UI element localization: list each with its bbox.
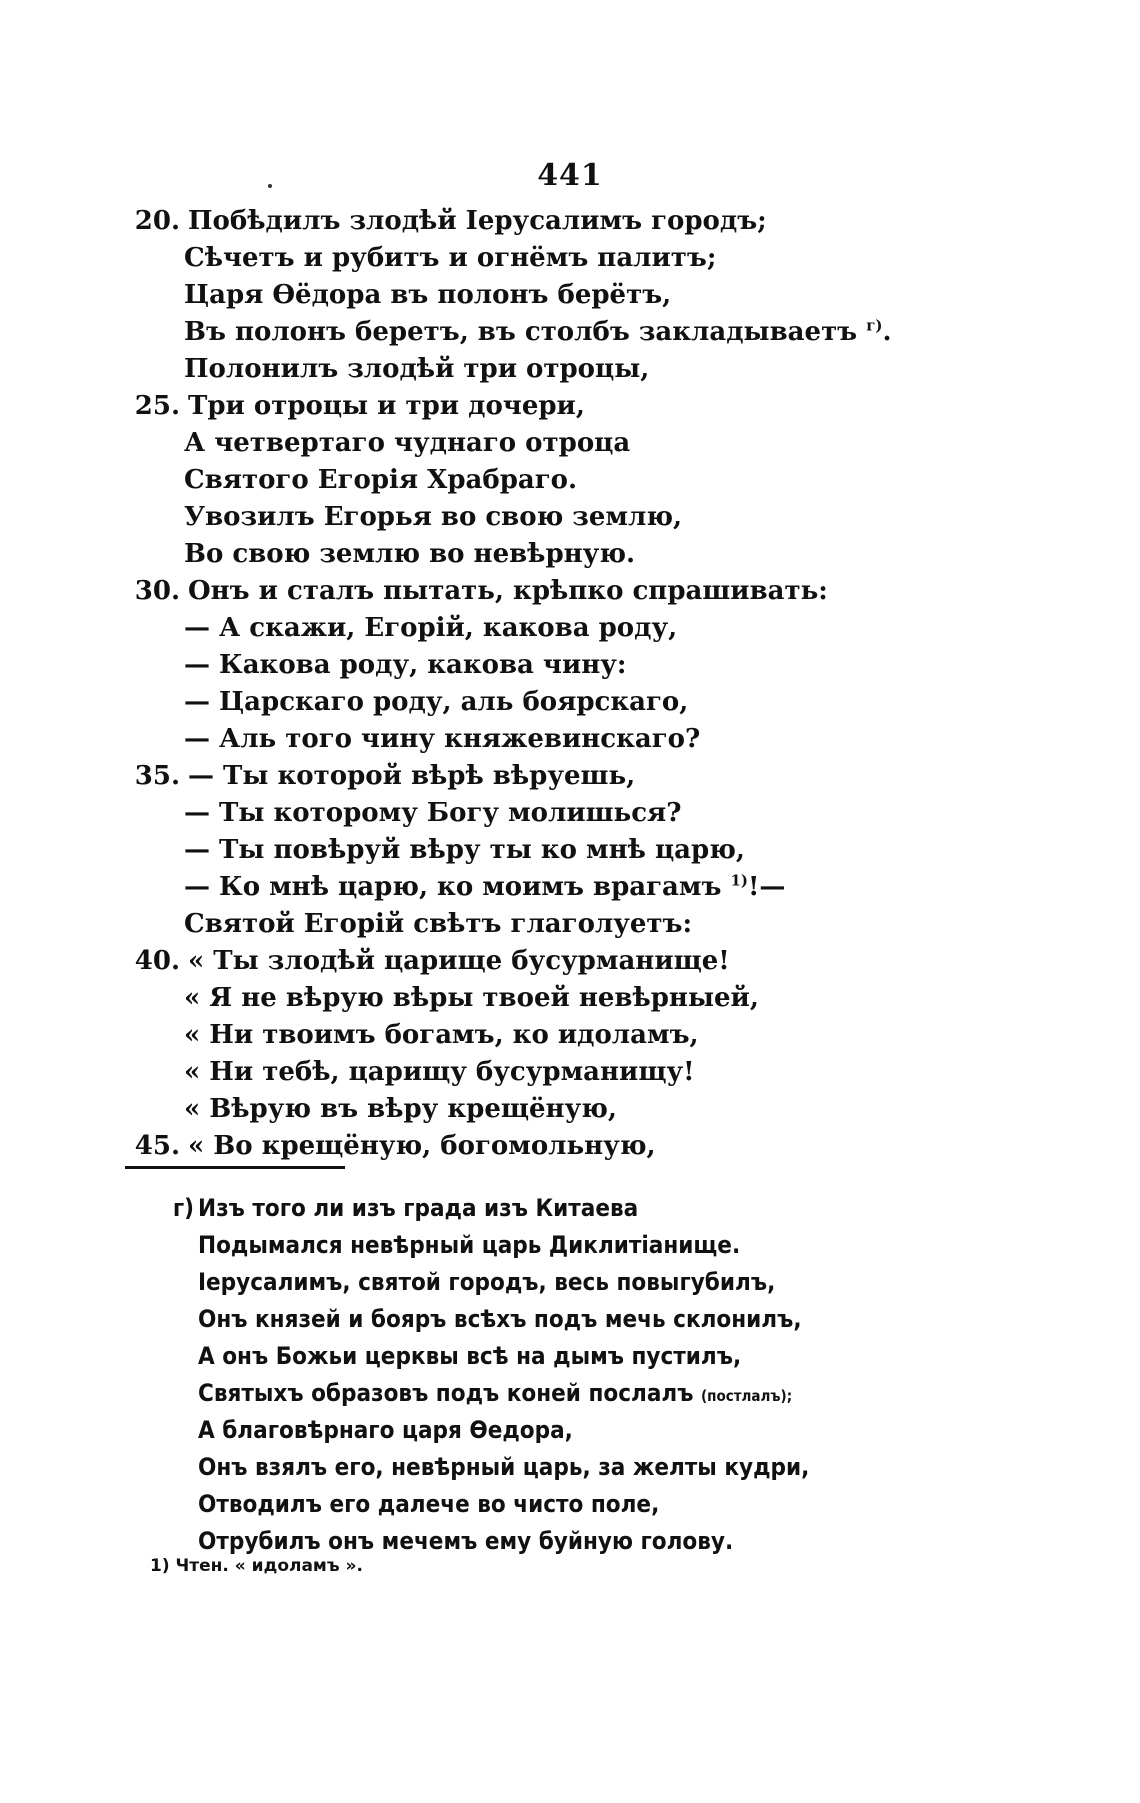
note-text [198,1527,733,1555]
verse-line [0,465,1140,502]
note-text-main: Изъ того ли изъ града изъ Китаева [198,1194,639,1222]
verse-text [188,761,635,791]
note-line [0,1453,1140,1490]
verse-text-main: А четвертаго чуднаго отроца [184,428,631,458]
note-line [0,1305,1140,1342]
verse-text [188,1131,656,1161]
verse-text-main: — Ты которой вѣрѣ вѣруешь, [188,761,636,791]
verse-text [184,1057,695,1087]
verse-text-main: Увозилъ Егорья во свою землю, [184,502,683,532]
verse-line [0,983,1140,1020]
verse-line [0,872,1140,909]
verse-line [0,835,1140,872]
note-text-main: Святыхъ образовъ подъ коней послалъ [198,1379,694,1407]
verse-line [0,243,1140,280]
footnote-text: Чтен. « идоламъ ». [175,1556,363,1576]
verse-line [0,428,1140,465]
footnote-separator-rule [125,1166,345,1169]
notes-block [0,1194,1140,1564]
verse-text [188,391,585,421]
verse-number: 25. [134,391,180,421]
footnote-1 [150,1556,363,1576]
verse-text-main: — Ты которому Богу молишься? [184,798,682,828]
verse-text [188,206,767,236]
verse-text [184,724,700,754]
verse-text [184,539,635,569]
verse-text [184,798,681,828]
verse-text-main: — Царскаго роду, аль боярскаго, [184,687,689,717]
page-number: 441 [537,158,603,193]
verse-text [184,872,785,902]
verse-text-main: « Вѣрую въ вѣру крещёную, [184,1094,617,1124]
verse-text [184,354,649,384]
verse-line [0,1020,1140,1057]
verse-text [184,502,682,532]
note-line [0,1194,1140,1231]
note-text [198,1453,809,1481]
footnote-mark: 1) [150,1556,170,1576]
verse-text-main: — Какова роду, какова чину: [184,650,627,680]
verse-text-main: — Ты повѣруй вѣру ты ко мнѣ царю, [184,835,745,865]
note-text [198,1231,740,1259]
verse-line [0,761,1140,798]
verse-text [184,983,759,1013]
verse-line [0,724,1140,761]
verse-text [184,909,692,939]
verse-line [0,280,1140,317]
note-text-main: Подымался невѣрный царь Диклитіанище. [198,1231,741,1259]
verse-text [184,428,630,458]
verse-line [0,1057,1140,1094]
verse-line [0,909,1140,946]
note-text [198,1490,659,1518]
verse-text-main: Во свою землю во невѣрную. [184,539,636,569]
verse-text [184,650,627,680]
note-line [0,1268,1140,1305]
verse-text [184,317,892,347]
verse-block [0,206,1140,1168]
note-text-main: Отводилъ его далече во чисто поле, [198,1490,660,1518]
verse-text [188,576,828,606]
note-mark: г) [172,1194,194,1222]
verse-text [184,835,745,865]
note-reference-mark: г) [866,316,883,335]
verse-text [184,687,688,717]
verse-number: 45. [134,1131,180,1161]
verse-line [0,798,1140,835]
verse-text-main: — Ко мнѣ царю, ко моимъ врагамъ [184,872,722,902]
note-line [0,1379,1140,1416]
note-text [198,1268,775,1296]
note-text [198,1416,573,1444]
verse-number: 20. [134,206,180,236]
verse-text-main: Онъ и сталъ пытать, крѣпко спрашивать: [188,576,828,606]
note-text [198,1342,741,1370]
verse-text-main: Побѣдилъ злодѣй Іерусалимъ городъ; [188,206,767,236]
verse-text-main: Святой Егорій свѣтъ глаголуетъ: [184,909,693,939]
verse-line [0,687,1140,724]
note-text-main: А онъ Божьи церквы всѣ на дымъ пустилъ, [198,1342,742,1370]
note-reference-mark: 1) [730,871,749,890]
note-text-main: Отрубилъ онъ мечемъ ему буйную голову. [198,1527,734,1555]
printed-dot-mark [268,184,272,188]
verse-line [0,354,1140,391]
note-line [0,1416,1140,1453]
note-text [198,1194,638,1222]
verse-line [0,946,1140,983]
verse-text-main: « Ни тебѣ, царищу бусурманищу! [184,1057,695,1087]
note-line [0,1490,1140,1527]
verse-line [0,206,1140,243]
verse-text-main: — А скажи, Егорій, какова роду, [184,613,678,643]
verse-text-tail: !— [748,872,786,902]
verse-text [184,613,677,643]
verse-text-tail: . [882,317,892,347]
verse-text [184,465,577,495]
note-text [198,1305,802,1333]
note-text-main: А благовѣрнаго царя Ѳедора, [198,1416,573,1444]
note-line [0,1342,1140,1379]
verse-text [188,946,730,976]
verse-line [0,317,1140,354]
verse-text [184,280,671,310]
verse-text-main: Въ полонъ беретъ, въ столбъ закладываетъ [184,317,858,347]
verse-text-main: Три отроцы и три дочери, [188,391,585,421]
verse-text-main: « Ты злодѣй царище бусурманище! [188,946,730,976]
verse-line [0,1131,1140,1168]
verse-text-main: « Я не вѣрую вѣры твоей невѣрныей, [184,983,759,1013]
verse-line [0,502,1140,539]
verse-text [184,1020,699,1050]
verse-number: 35. [134,761,180,791]
verse-text-main: « Ни твоимъ богамъ, ко идоламъ, [184,1020,699,1050]
verse-text-main: Царя Ѳёдора въ полонъ берётъ, [184,280,672,310]
verse-text-main: Святого Егорія Храбраго. [184,465,578,495]
verse-line [0,613,1140,650]
note-text-main: Онъ князей и бояръ всѣхъ подъ мечь склонилъ, [198,1305,802,1333]
verse-text [184,1094,617,1124]
verse-line [0,539,1140,576]
note-text-main: Іерусалимъ, святой городъ, весь повыгубилъ, [198,1268,776,1296]
verse-line [0,391,1140,428]
verse-text-main: « Во крещёную, богомольную, [188,1131,656,1161]
verse-text-main: — Аль того чину княжевинскаго? [184,724,701,754]
verse-line [0,1094,1140,1131]
note-text-main: Онъ взялъ его, невѣрный царь, за желты кудри, [198,1453,810,1481]
verse-line [0,650,1140,687]
note-text [198,1379,792,1407]
verse-text [184,243,716,273]
verse-number: 40. [134,946,180,976]
verse-line [0,576,1140,613]
verse-text-main: Полонилъ злодѣй три отроцы, [184,354,650,384]
note-variant-reading: (постлалъ); [700,1387,793,1405]
verse-number: 30. [134,576,180,606]
verse-text-main: Сѣчетъ и рубитъ и огнёмъ палитъ; [184,243,717,273]
note-line [0,1231,1140,1268]
